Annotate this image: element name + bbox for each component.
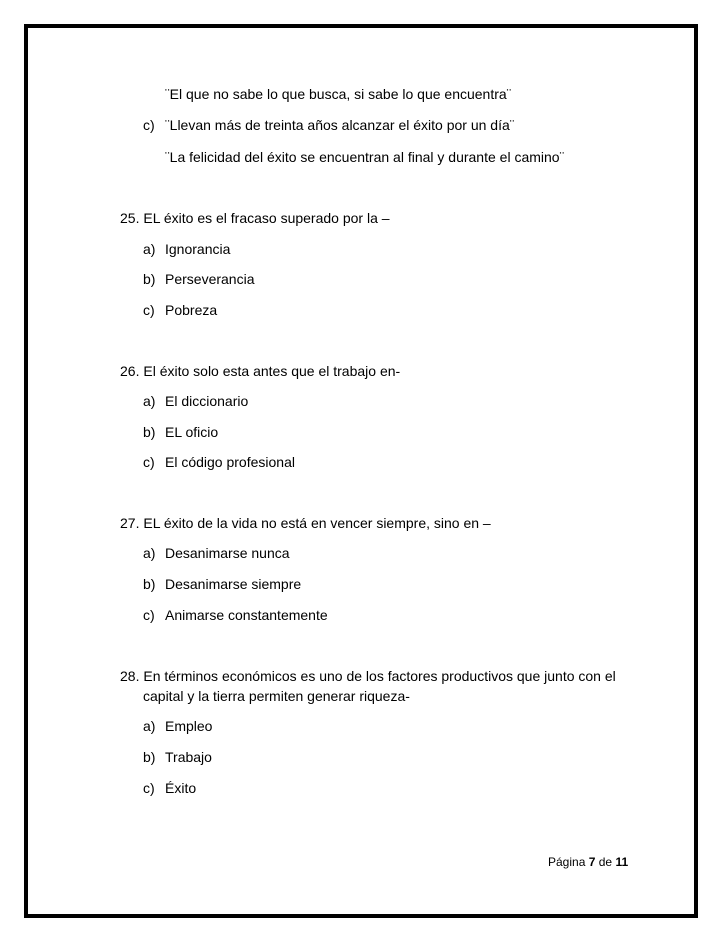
question-28 — [120, 668, 616, 685]
quote-text: ¨El que no sabe lo que busca, si sabe lo que encuentra¨ — [165, 86, 512, 102]
option-text — [165, 241, 230, 258]
option-text: Animarse constantemente — [165, 607, 328, 623]
option-letter: a) — [143, 545, 156, 561]
question-text: capital y la tierra permiten generar riqueza- — [143, 688, 410, 704]
option-text: Empleo — [165, 718, 213, 734]
option-text: El código profesional — [165, 454, 295, 470]
option-c — [143, 454, 155, 471]
option-c — [143, 780, 155, 797]
option-text — [165, 302, 217, 319]
question-27 — [120, 515, 491, 532]
question-25 — [120, 210, 390, 227]
question-number: 26. — [120, 363, 140, 379]
option-c — [143, 607, 155, 624]
page-footer — [548, 855, 628, 869]
option-letter: c) — [143, 780, 155, 796]
quote-line — [165, 86, 511, 103]
option-text: Trabajo — [165, 749, 212, 765]
option-b — [143, 576, 155, 593]
option-text: Pobreza — [165, 302, 218, 318]
option-text — [165, 780, 196, 797]
page-total: 11 — [615, 855, 629, 869]
option-text: ¨Llevan más de treinta años alcanzar el éxito por un día¨ — [165, 117, 515, 133]
option-text — [165, 454, 295, 471]
option-text: EL oficio — [165, 424, 219, 440]
option-text — [165, 576, 301, 593]
option-text: Ignorancia — [165, 241, 231, 257]
option-letter: c) — [143, 302, 155, 318]
question-text: EL éxito es el fracaso superado por la – — [143, 210, 390, 226]
option-letter: b) — [143, 749, 156, 765]
question-text: El éxito solo esta antes que el trabajo en- — [143, 363, 401, 379]
option-text: El diccionario — [165, 393, 249, 409]
of-word: de — [598, 855, 613, 869]
option-b — [143, 424, 155, 441]
option-c-text — [165, 117, 514, 134]
question-number: 25. — [120, 210, 140, 226]
option-a — [143, 241, 155, 258]
option-letter: c) — [143, 454, 155, 470]
page-current: 7 — [588, 855, 596, 869]
option-text — [165, 718, 212, 735]
page-word: Página — [548, 855, 586, 869]
option-letter: c) — [143, 117, 155, 133]
option-letter: b) — [143, 424, 156, 440]
option-text: Desanimarse siempre — [165, 576, 302, 592]
option-text: Éxito — [165, 780, 197, 796]
question-number: 28. — [120, 668, 140, 684]
option-text — [165, 424, 218, 441]
question-26 — [120, 363, 400, 380]
option-c — [143, 302, 155, 319]
option-letter: c) — [143, 607, 155, 623]
quote-line — [165, 149, 564, 166]
option-text: Perseverancia — [165, 271, 255, 287]
option-letter: a) — [143, 241, 156, 257]
option-letter: a) — [143, 393, 156, 409]
quote-text: ¨La felicidad del éxito se encuentran al final y durante el camino¨ — [165, 149, 565, 165]
option-letter: b) — [143, 576, 156, 592]
option-text: Desanimarse nunca — [165, 545, 290, 561]
question-text: EL éxito de la vida no está en vencer siempre, sino en – — [143, 515, 491, 531]
question-text-continued — [143, 688, 410, 705]
option-letter: a) — [143, 718, 156, 734]
option-letter: b) — [143, 271, 156, 287]
option-c — [143, 117, 155, 134]
option-text — [165, 607, 328, 624]
option-a — [143, 718, 155, 735]
question-text: En términos económicos es uno de los factores productivos que junto con el — [143, 668, 616, 684]
question-number: 27. — [120, 515, 140, 531]
